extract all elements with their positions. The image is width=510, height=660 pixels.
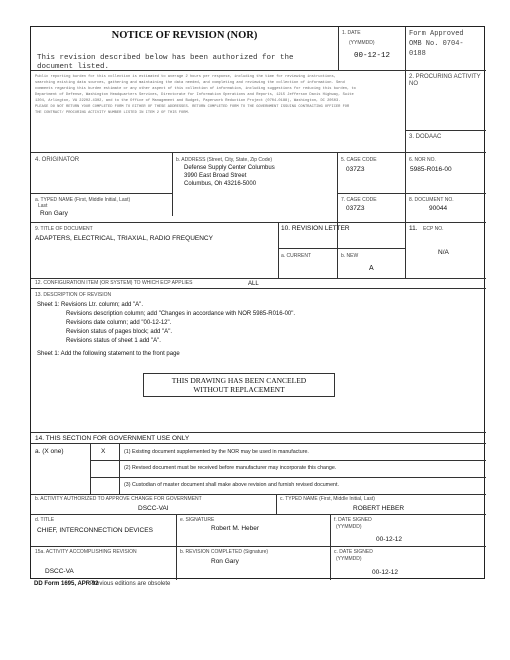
- date-label: 1. DATE: [342, 30, 361, 36]
- typed-name-sublabel: Last: [38, 203, 48, 209]
- description-line: Revisions description column; add "Changes in accordance with NOR 5985-R016-00".: [66, 311, 296, 317]
- divider: [31, 193, 172, 194]
- form-number: DD Form 1695, APR 92: [34, 581, 99, 587]
- cancel-line-2: WITHOUT REPLACEMENT: [193, 385, 285, 392]
- signature-label: e. SIGNATURE: [180, 517, 215, 523]
- description-label: 13. DESCRIPTION OF REVISION: [35, 292, 112, 298]
- new-value: A: [369, 265, 374, 272]
- divider: [405, 130, 486, 131]
- divider: [278, 222, 279, 278]
- date-signed-2-label: c. DATE SIGNED: [334, 549, 373, 555]
- activity-label: b. ACTIVITY AUTHORIZED TO APPROVE CHANGE FOR GOVERNMENT: [35, 496, 202, 502]
- accomplishing-activity-label: 15a. ACTIVITY ACCOMPLISHING REVISION: [35, 549, 137, 555]
- divider: [337, 248, 338, 278]
- dodaac-label: 3. DODAAC: [409, 134, 442, 140]
- cage-value: 037Z3: [346, 166, 365, 173]
- option-3: (3) Custodian of master document shall make above revision and furnish revised document.: [124, 482, 339, 488]
- x-mark: X: [101, 448, 106, 455]
- divider: [330, 514, 331, 580]
- ecp-sublabel: ECP NO.: [423, 226, 444, 232]
- nor-no-label: 6. NOR NO.: [409, 157, 436, 163]
- divider: [338, 27, 339, 70]
- divider: [90, 460, 486, 461]
- address-label: b. ADDRESS (Street, City, State, Zip Code): [176, 157, 273, 163]
- doc-no-value: 90044: [429, 205, 448, 212]
- option-1: (1) Existing document supplemented by the NOR may be used in manufacture.: [124, 449, 309, 455]
- originator-label: 4. ORIGINATOR: [35, 157, 80, 163]
- form-title: NOTICE OF REVISION (NOR): [111, 30, 258, 41]
- accomplishing-activity-value: DSCC-VA: [45, 568, 74, 575]
- ecp-value: N/A: [438, 249, 449, 256]
- cage-label: 5. CAGE CODE: [341, 157, 377, 163]
- date-signed-2-sublabel: (YYMMDD): [336, 556, 362, 562]
- divider: [405, 27, 406, 152]
- date-signed-value: 00-12-12: [376, 536, 403, 543]
- divider: [31, 546, 486, 547]
- date-signed-2-value: 00-12-12: [372, 569, 399, 576]
- date-signed-label: f. DATE SIGNED: [334, 517, 372, 523]
- omb-number: OMB No. 0704-: [409, 40, 464, 48]
- divider: [31, 70, 486, 71]
- divider: [31, 222, 486, 223]
- divider: [405, 222, 406, 278]
- cancel-statement-box: [143, 373, 335, 397]
- divider: [337, 152, 338, 248]
- divider: [276, 494, 277, 514]
- signature-value: Robert M. Heber: [211, 525, 260, 532]
- divider: [176, 514, 177, 580]
- description-line: Revisions status of sheet 1 add "A".: [66, 338, 161, 344]
- address-line: Defense Supply Center Columbus: [184, 165, 275, 171]
- divider: [31, 494, 486, 495]
- divider: [172, 152, 173, 216]
- config-label: 12. CONFIGURATION ITEM (OR SYSTEM) TO WHICH ECP APPLIES: [35, 280, 193, 286]
- cancel-line-1: THIS DRAWING HAS BEEN CANCELED: [171, 376, 307, 385]
- reviewer-name-label: c. TYPED NAME (First, Middle Initial, Last): [280, 496, 375, 502]
- divider: [119, 443, 120, 494]
- typed-name-label: a. TYPED NAME (First, Middle Initial, Last): [35, 197, 131, 203]
- divider: [31, 288, 486, 289]
- current-label: a. CURRENT: [281, 253, 312, 259]
- option-2: (2) Revised document must be received before manufacturer may incorporate this change.: [124, 465, 337, 471]
- config-value: ALL: [248, 281, 259, 287]
- divider: [90, 443, 91, 494]
- divider: [278, 248, 405, 249]
- gov-section-label: 14. THIS SECTION FOR GOVERNMENT USE ONLY: [35, 435, 190, 442]
- procuring-activity-label: 2. PROCURING ACTIVITY NO: [409, 74, 481, 87]
- divider: [31, 432, 486, 433]
- doc-no-label: 8. DOCUMENT NO.: [409, 197, 454, 203]
- description-line: Revision status of pages block; add "A".: [66, 329, 172, 335]
- gov-title-value: CHIEF, INTERCONNECTION DEVICES: [37, 527, 153, 534]
- activity-value: DSCC-VAI: [138, 505, 169, 512]
- divider: [31, 278, 486, 279]
- ecp-label: 11.: [409, 225, 418, 232]
- revision-letter-label: 10. REVISION LETTER: [281, 225, 350, 232]
- description-sheet1: Sheet 1: Revisions Ltr. column; add "A".: [37, 302, 143, 308]
- date-sublabel: (YYMMDD): [349, 40, 375, 46]
- form-approved: Form Approved: [409, 30, 464, 38]
- omb-number-2: 0188: [409, 50, 426, 58]
- nor-form: [30, 26, 485, 579]
- revision-completed-value: Ron Gary: [211, 558, 239, 565]
- address-line: Columbus, Oh 43216-5000: [184, 181, 257, 187]
- revision-completed-label: b. REVISION COMPLETED (Signature): [180, 549, 269, 555]
- obsolete-note: Previous editions are obsolete: [90, 581, 171, 587]
- gov-title-label: d. TITLE: [35, 517, 55, 523]
- divider: [31, 514, 486, 515]
- title-doc-value: ADAPTERS, ELECTRICAL, TRIAXIAL, RADIO FREQUENCY: [35, 235, 213, 242]
- date-signed-sublabel: (YYMMDD): [336, 524, 362, 530]
- title-doc-label: 9. TITLE OF DOCUMENT: [35, 226, 93, 232]
- address-line: 3990 East Broad Street: [184, 173, 247, 179]
- date-value: 00-12-12: [354, 52, 391, 60]
- cage2-value: 037Z3: [346, 205, 365, 212]
- divider: [31, 443, 486, 444]
- form-subtitle: This revision described below has been authorized for the document listed.: [37, 54, 294, 71]
- cage2-label: 7. CAGE CODE: [341, 197, 377, 203]
- nor-no-value: 5985-R016-00: [410, 166, 452, 173]
- divider: [90, 477, 486, 478]
- new-label: b. NEW: [341, 253, 359, 259]
- description-line: Revisions date column; add "00-12-12".: [66, 320, 172, 326]
- typed-name-value: Ron Gary: [40, 210, 68, 217]
- divider: [31, 152, 486, 153]
- divider: [337, 193, 486, 194]
- x-one-label: a. (X one): [35, 448, 64, 455]
- reviewer-name-value: ROBERT HEBER: [353, 505, 405, 512]
- description-sheet1b: Sheet 1: Add the following statement to the front page: [37, 351, 180, 357]
- burden-notice: Public reporting burden for this collection is estimated to average 2 hours per response, including the time for reviewing instructions, searching existing data sources, gathering and maintaining the data needed, and completing and reviewing the collection of information. Send comments regarding this burden estimate or any other aspect of this collection of information, including suggestions for reducing this burden, to Department of Defense, Washington Headquarters Services, Directorate for Information Operations and Reports, 1215 Jefferson Davis Highway, Suite 1204, Arlington, VA 22202-4302, and to the Office of Management and Budget, Paperwork Reduction Project (0704-0188), Washington, DC 20503. PLEASE DO NOT RETURN YOUR COMPLETED FORM TO EITHER OF THESE ADDRESSES. RETURN COMPLETED FORM TO THE GOVERNMENT ISSUING CONTRACTING OFFICER FOR THE CONTRACT/ PROCURING ACTIVITY NUMBER LISTED IN ITEM 2 OF THIS FORM.: [35, 75, 356, 115]
